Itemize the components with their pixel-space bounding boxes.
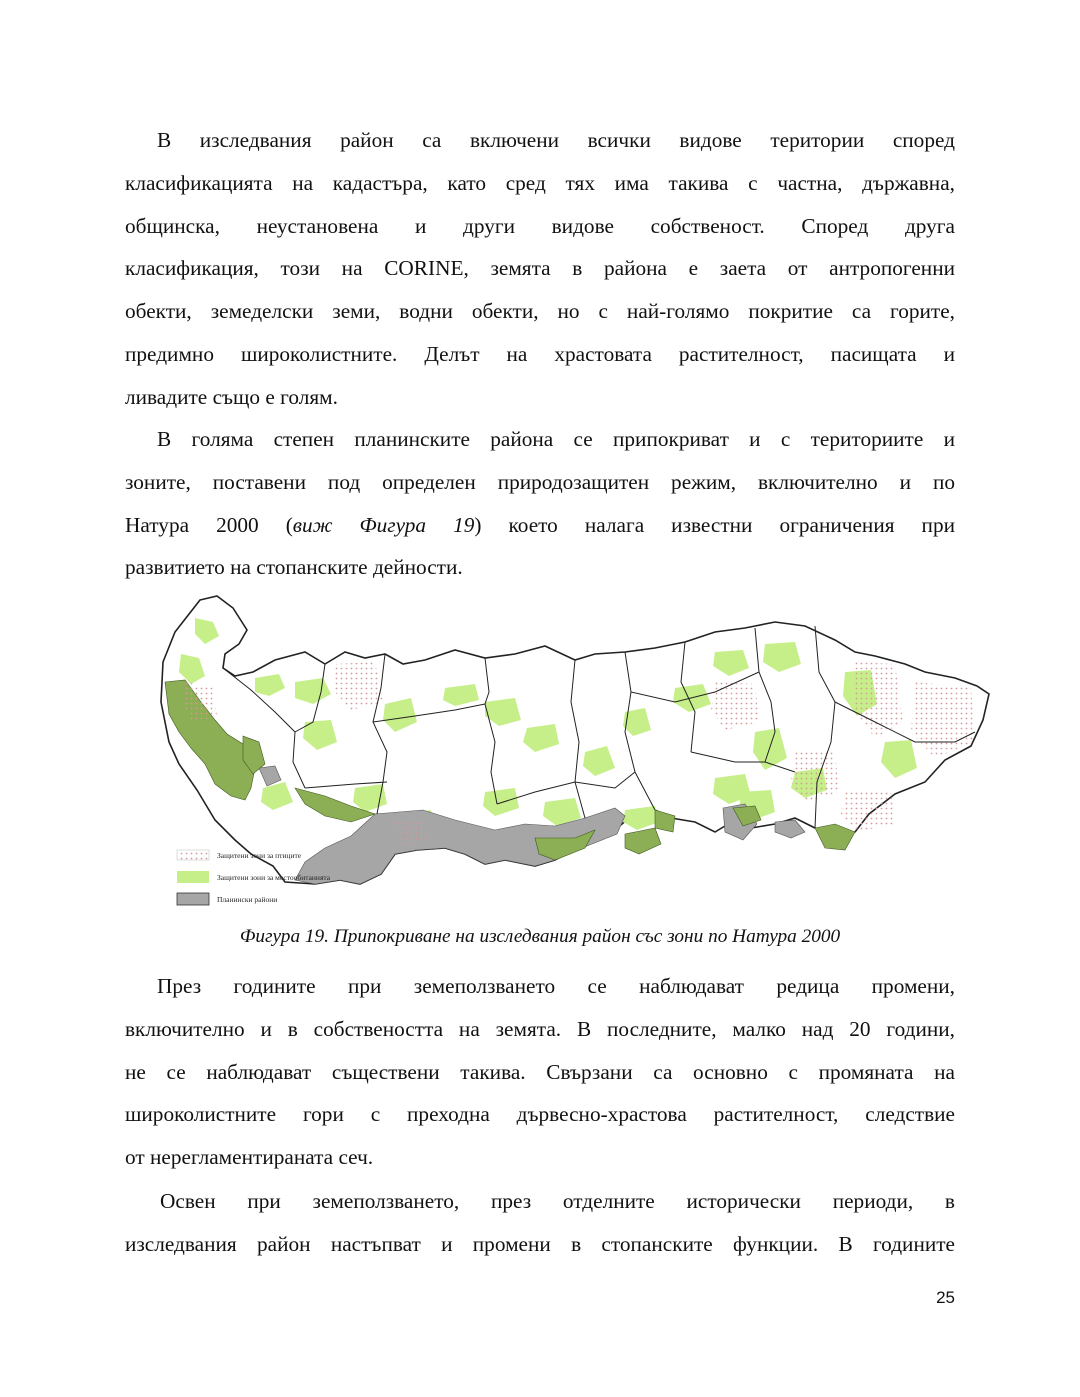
paragraph-1: [125, 119, 955, 419]
legend-swatch-birds: [177, 850, 209, 860]
text-line: класификацията на кадастъра, като сред тях има такива с частна, държавна,: [125, 170, 955, 195]
text-line: В изследвания район са включени всички видове територии според: [157, 128, 955, 152]
text-line: Освен при земеползването, през отделните исторически периоди, в: [160, 1189, 955, 1213]
text-line: включително и в собствеността на земята. В последните, малко над 20 години,: [125, 1016, 955, 1041]
figure-caption: Фигура 19. Припокриване на изследвания район със зони по Натура 2000: [239, 926, 841, 947]
text-line: зоните, поставени под определен природозащитен режим, включително и по: [125, 469, 955, 494]
text-line: от нерегламентираната сеч.: [125, 1145, 374, 1170]
text-line: изследвания район настъпват и промени в стопанските функции. В годините: [125, 1231, 955, 1256]
legend-swatch-mountain: [177, 893, 209, 905]
legend-label-birds: Защитени зони за птиците: [217, 851, 302, 860]
text-line: развитието на стопанските дейности.: [125, 555, 463, 580]
text-line: През годините при земеползването се наблюдават редица промени,: [157, 974, 955, 998]
text-line: В голяма степен планинските района се припокриват и с териториите и: [157, 427, 955, 451]
legend-label-habitats: Защитени зони за местообитанията: [217, 873, 331, 882]
text-line: [125, 504, 955, 547]
text-line: обекти, земеделски земи, водни обекти, но с най-голямо покритие са горите,: [125, 299, 955, 324]
text-fragment: ) което налага известни ограничения при: [474, 512, 955, 537]
page-number: 25: [936, 1288, 955, 1307]
paragraph-2: [125, 418, 955, 589]
text-line: класификация, този на CORINE, земята в района е заета от антропогенни: [125, 256, 955, 281]
text-fragment: Натура 2000 (: [125, 512, 293, 537]
text-line: широколистните гори с преходна дървесно-храстова растителност, следствие: [125, 1102, 955, 1127]
legend-swatch-habitats: [177, 871, 209, 883]
natura-2000-map-figure: [155, 592, 990, 917]
text-line: ливадите също е голям.: [125, 384, 338, 409]
paragraph-3: [125, 965, 955, 1179]
text-line: не се наблюдават съществени такива. Свързани са основно с промяната на: [125, 1059, 955, 1084]
figure-reference[interactable]: виж Фигура 19: [292, 512, 475, 537]
text-line: общинска, неустановена и други видове собственост. Според друга: [125, 213, 955, 238]
text-line: предимно широколистните. Делът на храстовата растителност, пасищата и: [125, 341, 955, 366]
paragraph-4: [125, 1180, 955, 1266]
legend-label-mountain: Планински райони: [217, 895, 278, 904]
natura-2000-map: [155, 592, 990, 917]
